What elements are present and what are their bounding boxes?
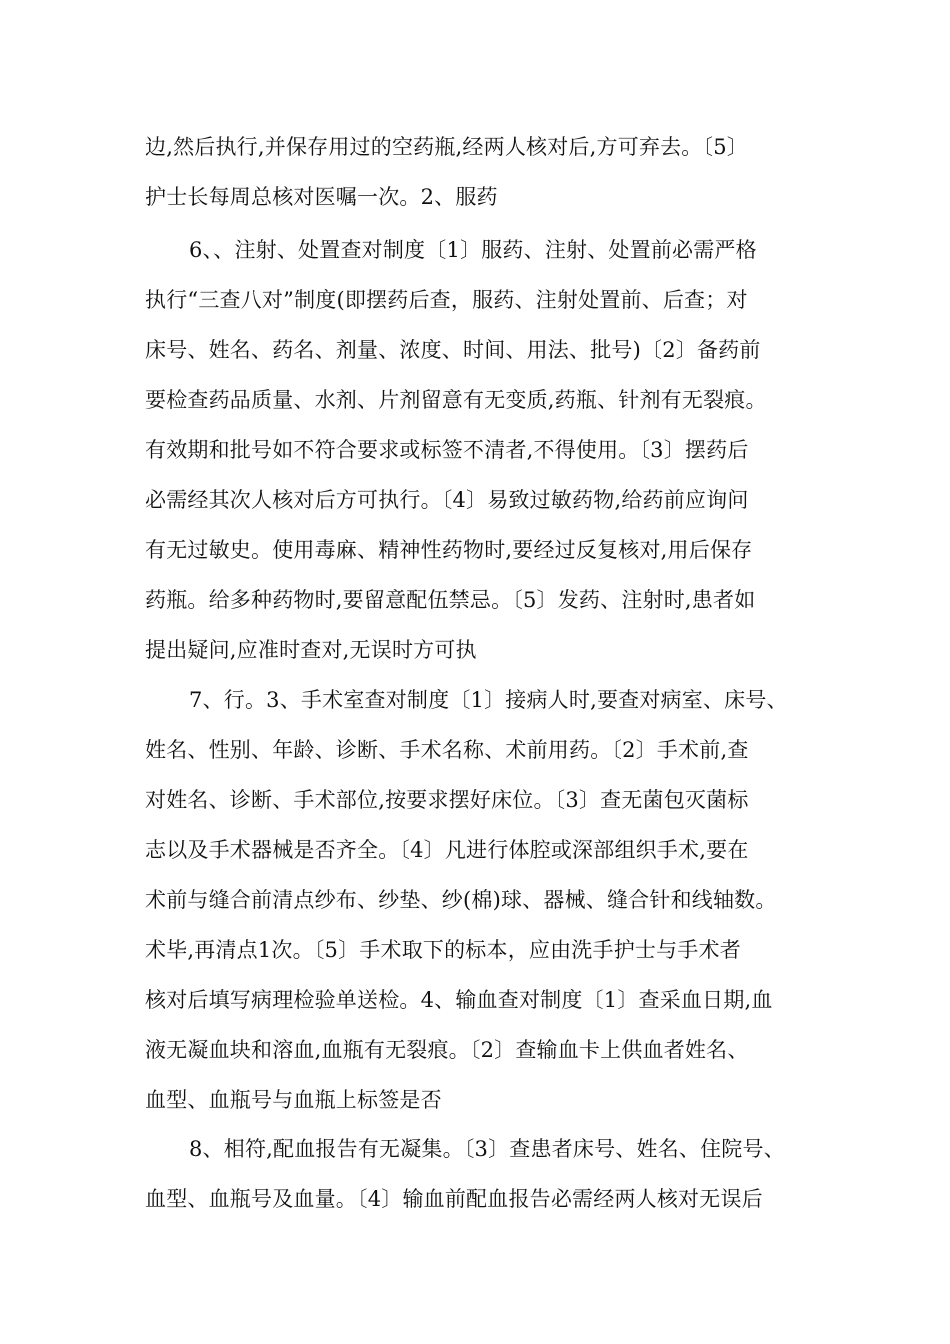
text-line: 术毕,再清点1次。〔5〕手术取下的标本，应由洗手护士与手术者 (145, 938, 741, 962)
text-line: 6、、注射、处置查对制度〔1〕服药、注射、处置前必需严格 (189, 238, 757, 262)
text-line: 核对后填写病理检验单送检。4、输血查对制度〔1〕查采血日期,血 (145, 988, 773, 1012)
text-line: 血型、血瓶号与血瓶上标签是否 (145, 1088, 442, 1112)
text-line: 志以及手术器械是否齐全。〔4〕凡进行体腔或深部组织手术,要在 (145, 838, 749, 862)
text-line: 床号、姓名、药名、剂量、浓度、时间、用法、批号)〔2〕备药前 (145, 338, 761, 362)
text-line: 药瓶。给多种药物时,要留意配伍禁忌。〔5〕发药、注射时,患者如 (145, 588, 756, 612)
text-line: 执行“三查八对”制度(即摆药后查，服药、注射处置前、后查；对 (145, 288, 748, 312)
text-line: 血型、血瓶号及血量。〔4〕输血前配血报告必需经两人核对无误后 (145, 1187, 763, 1211)
text-line: 要检查药品质量、水剂、片剂留意有无变质,药瓶、针剂有无裂痕。 (145, 388, 767, 412)
paragraph-7 (145, 685, 835, 1135)
text-line: 7、行。3、手术室查对制度〔1〕接病人时,要查对病室、床号、 (189, 688, 788, 712)
text-line: 对姓名、诊断、手术部位,按要求摆好床位。〔3〕查无菌包灭菌标 (145, 788, 749, 812)
text-line: 液无凝血块和溶血,血瓶有无裂痕。〔2〕查输血卡上供血者姓名、 (145, 1038, 749, 1062)
text-line: 术前与缝合前清点纱布、纱垫、纱(棉)球、器械、缝合针和线轴数。 (145, 888, 777, 912)
text-line: 边,然后执行,并保存用过的空药瓶,经两人核对后,方可弃去。〔5〕 (145, 135, 748, 159)
text-line: 提出疑问,应准时查对,无误时方可执 (145, 638, 477, 662)
paragraph-continuation (145, 132, 835, 232)
text-line: 必需经其次人核对后方可执行。〔4〕易致过敏药物,给药前应询问 (145, 488, 749, 512)
text-line: 有效期和批号如不符合要求或标签不清者,不得使用。〔3〕摆药后 (145, 438, 749, 462)
text-line: 姓名、性别、年龄、诊断、手术名称、术前用药。〔2〕手术前,查 (145, 738, 749, 762)
text-line: 有无过敏史。使用毒麻、精神性药物时,要经过反复核对,用后保存 (145, 538, 753, 562)
text-line: 8、相符,配血报告有无凝集。〔3〕查患者床号、姓名、住院号、 (189, 1137, 785, 1161)
text-line: 护士长每周总核对医嘱一次。2、服药 (145, 185, 498, 209)
paragraph-6 (145, 235, 835, 685)
paragraph-8 (145, 1134, 835, 1234)
